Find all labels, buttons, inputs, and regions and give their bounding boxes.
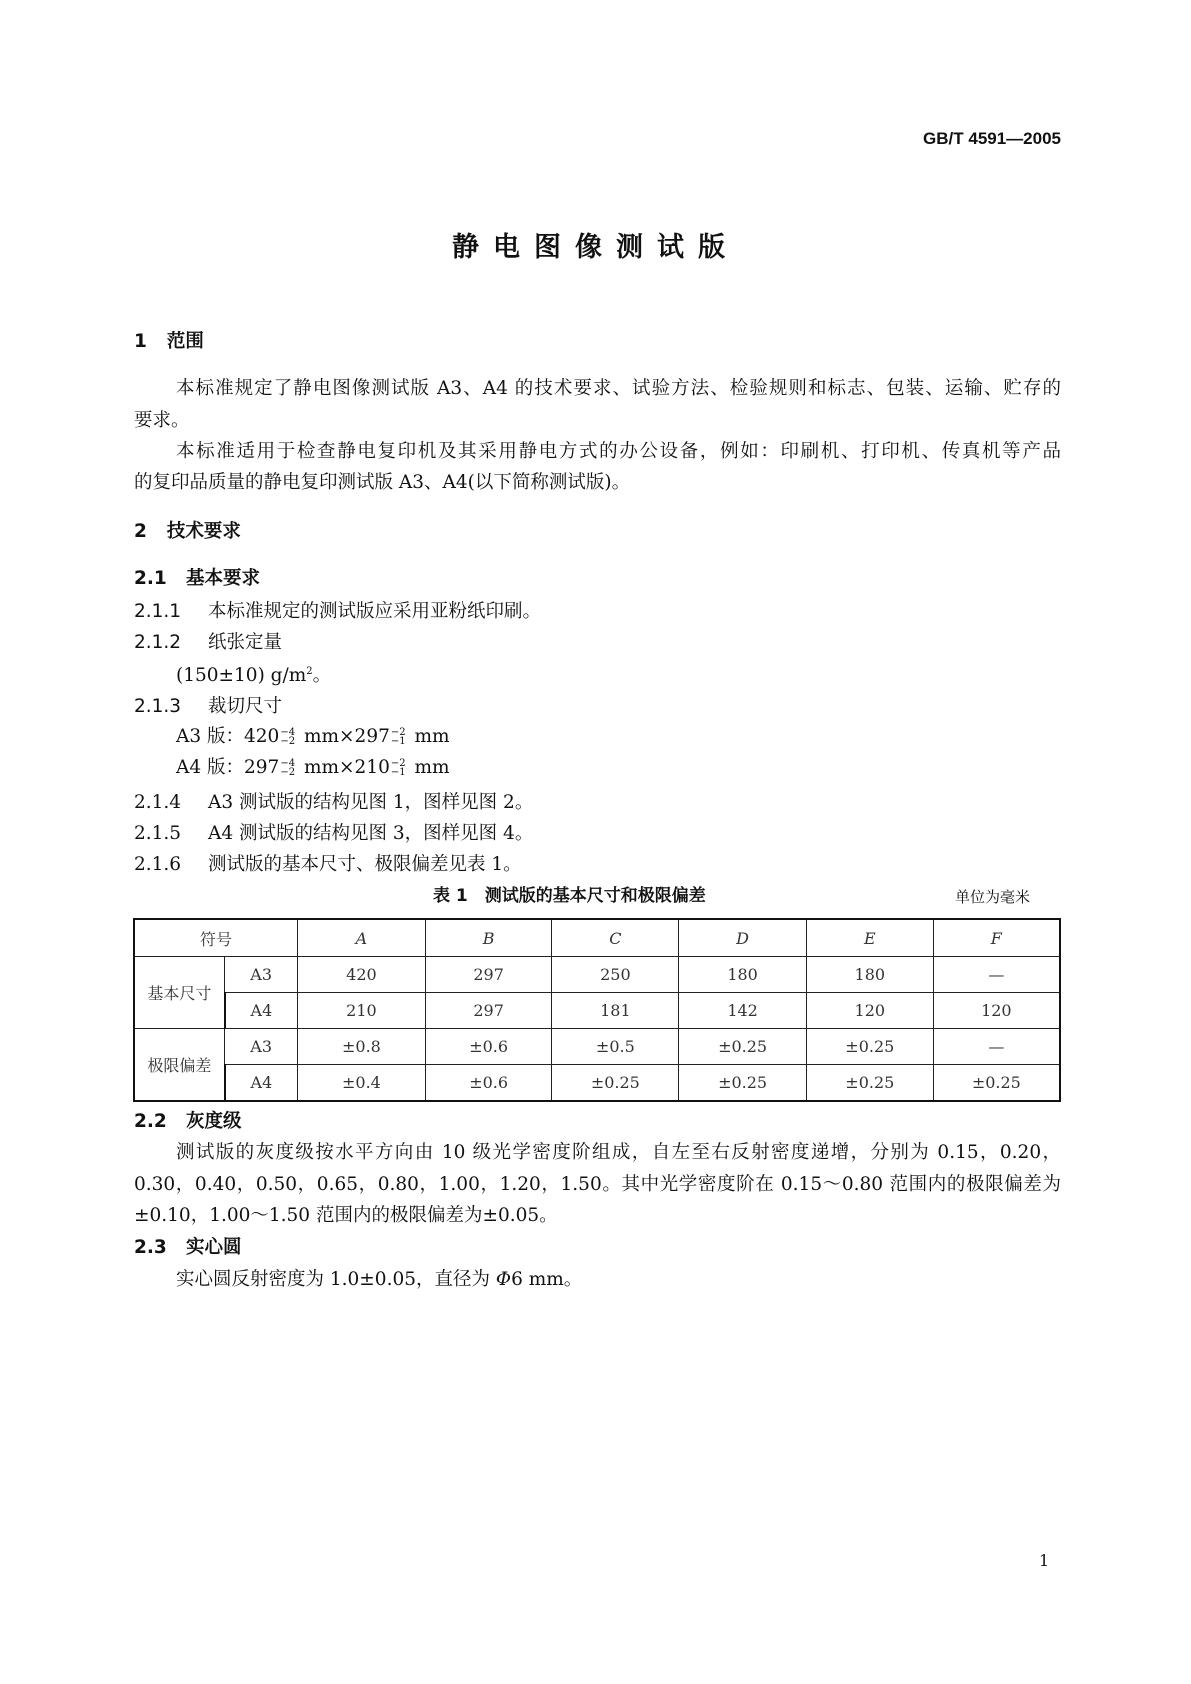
table-cell: 120 <box>933 993 1060 1029</box>
paragraph-line: 要求。 <box>134 410 190 431</box>
table-cell: ±0.6 <box>425 1065 552 1102</box>
size-cell: A3 <box>225 957 298 993</box>
table-row <box>134 1029 1060 1065</box>
label: A3 版： <box>176 726 245 747</box>
clause-number: 2.1.2 <box>134 632 182 653</box>
unit: mm <box>408 757 450 778</box>
section-2-2-heading <box>134 1113 242 1132</box>
clause-2-1-5 <box>134 825 533 844</box>
standard-number: GB/T 4591—2005 <box>923 129 1061 148</box>
table-cell: 420 <box>298 957 426 993</box>
document-title: 静电图像测试版 <box>452 232 739 263</box>
tolerance: −2 −1 <box>390 727 406 747</box>
unit: mm <box>408 726 450 747</box>
section-title: 技术要求 <box>166 521 241 542</box>
dimension-table <box>133 918 1061 1102</box>
table-cell: — <box>933 957 1060 993</box>
table-cell: ±0.25 <box>552 1065 679 1102</box>
table-cell: ±0.8 <box>298 1029 426 1065</box>
section-title: 基本要求 <box>186 568 261 589</box>
table-cell: 297 <box>425 957 552 993</box>
section-2-1-heading <box>134 570 260 589</box>
clause-2-1-2 <box>134 634 282 653</box>
table-cell: 250 <box>552 957 679 993</box>
header-cell: A <box>298 919 426 957</box>
table-row <box>134 1065 1060 1102</box>
period: 。 <box>312 665 332 687</box>
section-1-heading <box>134 333 204 352</box>
clause-text: 测试版的基本尺寸、极限偏差见表 1。 <box>208 854 522 875</box>
clause-number: 2.1.6 <box>134 854 182 875</box>
table-cell: ±0.4 <box>298 1065 426 1102</box>
table-row <box>134 957 1060 993</box>
size-cell: A4 <box>225 993 298 1029</box>
paper-weight-value <box>176 667 331 686</box>
table-cell: 181 <box>552 993 679 1029</box>
table-header-row <box>134 919 1060 957</box>
section-2-3-heading <box>134 1239 242 1258</box>
table-cell: ±0.6 <box>425 1029 552 1065</box>
size-cell: A3 <box>225 1029 298 1065</box>
label: A4 版： <box>176 757 245 778</box>
clause-text: A3 测试版的结构见图 1，图样见图 2。 <box>208 792 534 813</box>
table-unit: 单位为毫米 <box>955 888 1031 906</box>
group-label: 基本尺寸 <box>134 957 225 1029</box>
value: 297 <box>244 757 280 778</box>
section-title: 范围 <box>166 331 204 352</box>
table-cell: ±0.25 <box>806 1065 933 1102</box>
paragraph-line: 测试版的灰度级按水平方向由 10 级光学密度阶组成，自左至右反射密度递增，分别为 0.15，0.20， <box>176 1142 1061 1163</box>
size-cell: A4 <box>225 1065 298 1102</box>
paragraph-line: ±0.10，1.00～1.50 范围内的极限偏差为±0.05。 <box>134 1205 558 1226</box>
table-caption: 表 1 测试版的基本尺寸和极限偏差 <box>433 886 706 906</box>
tolerance: −2 −1 <box>390 758 406 778</box>
table-cell: ±0.25 <box>806 1029 933 1065</box>
header-cell: F <box>933 919 1060 957</box>
clause-number: 2.1.1 <box>134 601 182 622</box>
value: 297 <box>354 726 390 747</box>
table-cell: 180 <box>679 957 807 993</box>
text: 实心圆反射密度为 1.0±0.05，直径为 <box>176 1269 496 1290</box>
table-cell: 142 <box>679 993 807 1029</box>
section-number: 2.3 <box>134 1237 167 1258</box>
separator: mm× <box>298 726 355 747</box>
text: 6 mm。 <box>511 1269 583 1290</box>
clause-text: 本标准规定的测试版应采用亚粉纸印刷。 <box>208 601 542 622</box>
paragraph-line: 本标准规定了静电图像测试版 A3、A4 的技术要求、试验方法、检验规则和标志、包装、运输、贮存的 <box>176 378 1061 399</box>
clause-2-1-1 <box>134 603 541 622</box>
paragraph-line: 0.30，0.40，0.50，0.65，0.80，1.00，1.20，1.50。其中光学密度阶在 0.15～0.80 范围内的极限偏差为 <box>134 1174 1061 1195</box>
superscript: 2 <box>306 666 313 677</box>
tolerance: −4 −2 <box>280 727 296 747</box>
paragraph-line: 的复印品质量的静电复印测试版 A3、A4(以下简称测试版)。 <box>134 472 631 493</box>
clause-2-1-6 <box>134 856 522 875</box>
section-number: 2.2 <box>134 1111 167 1132</box>
clause-number: 2.1.3 <box>134 696 182 717</box>
header-cell: 符号 <box>134 919 298 957</box>
diameter-symbol: Φ <box>495 1269 512 1290</box>
table-row <box>134 993 1060 1029</box>
separator: mm× <box>298 757 355 778</box>
tolerance: −4 −2 <box>280 758 296 778</box>
paragraph-line: 本标准适用于检查静电复印机及其采用静电方式的办公设备，例如：印刷机、打印机、传真机等产品 <box>176 441 1061 462</box>
table-cell: 210 <box>298 993 426 1029</box>
clause-2-1-3 <box>134 698 282 717</box>
section-title: 灰度级 <box>186 1111 242 1132</box>
value-text: (150±10) g/m <box>176 665 307 687</box>
table-cell: ±0.5 <box>552 1029 679 1065</box>
value: 210 <box>354 757 390 778</box>
paragraph-line <box>176 1271 582 1290</box>
section-title: 实心圆 <box>186 1237 242 1258</box>
table-cell: — <box>933 1029 1060 1065</box>
a4-cut-size <box>176 759 450 778</box>
table-cell: 180 <box>806 957 933 993</box>
table-cell: 120 <box>806 993 933 1029</box>
table-cell: ±0.25 <box>933 1065 1060 1102</box>
a3-cut-size <box>176 728 450 747</box>
clause-text: 裁切尺寸 <box>208 696 283 717</box>
page-number: 1 <box>1039 1551 1050 1570</box>
group-label: 极限偏差 <box>134 1029 225 1102</box>
section-number: 2 <box>134 521 147 542</box>
header-cell: C <box>552 919 679 957</box>
clause-number: 2.1.4 <box>134 792 182 813</box>
table-cell: ±0.25 <box>679 1029 807 1065</box>
clause-text: A4 测试版的结构见图 3，图样见图 4。 <box>208 823 534 844</box>
section-number: 1 <box>134 331 147 352</box>
section-number: 2.1 <box>134 568 167 589</box>
section-2-heading <box>134 523 241 542</box>
table-cell: 297 <box>425 993 552 1029</box>
header-cell: E <box>806 919 933 957</box>
header-cell: D <box>679 919 807 957</box>
clause-2-1-4 <box>134 794 533 813</box>
table-cell: ±0.25 <box>679 1065 807 1102</box>
clause-text: 纸张定量 <box>208 632 283 653</box>
value: 420 <box>244 726 280 747</box>
clause-number: 2.1.5 <box>134 823 182 844</box>
header-cell: B <box>425 919 552 957</box>
